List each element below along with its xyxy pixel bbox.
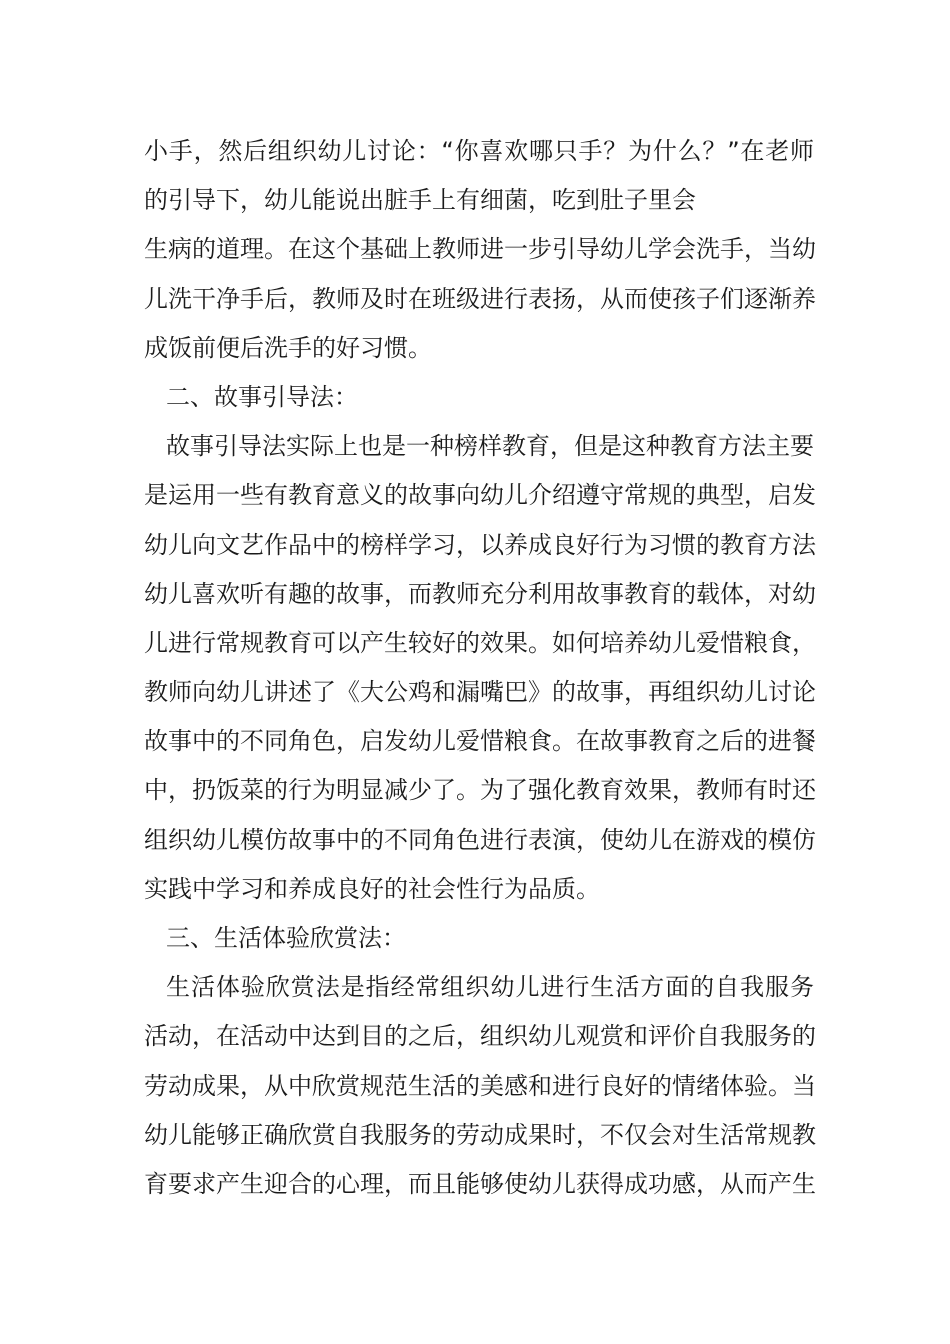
text-line-12: 教师向幼儿讲述了《大公鸡和漏嘴巴》的故事，再组织幼儿讨论 bbox=[144, 678, 816, 707]
text-line-1: 小手，然后组织幼儿讨论：“你喜欢哪只手？为什么？”在老师 bbox=[144, 137, 814, 165]
text-line-20: 劳动成果，从中欣赏规范生活的美感和进行良好的情绪体验。当 bbox=[144, 1071, 816, 1100]
text-line-8: 是运用一些有教育意义的故事向幼儿介绍遵守常规的典型，启发 bbox=[144, 481, 816, 510]
section-heading-3: 三、生活体验欣赏法： bbox=[166, 924, 406, 952]
section-heading-2: 二、故事引导法： bbox=[166, 382, 358, 411]
text-line-10: 幼儿喜欢听有趣的故事，而教师充分利用故事教育的载体，对幼 bbox=[144, 579, 816, 608]
text-line-11: 儿进行常规教育可以产生较好的效果。如何培养幼儿爱惜粮食， bbox=[144, 628, 816, 657]
text-line-15: 组织幼儿模仿故事中的不同角色进行表演，使幼儿在游戏的模仿 bbox=[144, 825, 816, 854]
text-line-3: 生病的道理。在这个基础上教师进一步引导幼儿学会洗手，当幼 bbox=[144, 235, 816, 264]
text-line-14: 中，扔饭菜的行为明显减少了。为了强化教育效果，教师有时还 bbox=[144, 776, 816, 805]
text-line-21: 幼儿能够正确欣赏自我服务的劳动成果时，不仅会对生活常规教 bbox=[144, 1120, 816, 1149]
text-line-13: 故事中的不同角色，启发幼儿爱惜粮食。在故事教育之后的进餐 bbox=[144, 727, 816, 756]
text-line-2: 的引导下，幼儿能说出脏手上有细菌，吃到肚子里会 bbox=[144, 186, 696, 215]
text-line-4: 儿洗干净手后，教师及时在班级进行表扬，从而使孩子们逐渐养 bbox=[144, 284, 816, 313]
text-line-7: 故事引导法实际上也是一种榜样教育，但是这种教育方法主要 bbox=[166, 432, 814, 461]
text-line-18: 生活体验欣赏法是指经常组织幼儿进行生活方面的自我服务 bbox=[166, 973, 814, 1002]
document-body bbox=[144, 131, 814, 1213]
text-line-16: 实践中学习和养成良好的社会性行为品质。 bbox=[144, 874, 600, 903]
text-line-22: 育要求产生迎合的心理，而且能够使幼儿获得成功感，从而产生 bbox=[144, 1169, 816, 1198]
text-line-19: 活动，在活动中达到目的之后，组织幼儿观赏和评价自我服务的 bbox=[144, 1022, 816, 1051]
text-line-5: 成饭前便后洗手的好习惯。 bbox=[144, 333, 432, 362]
text-line-9: 幼儿向文艺作品中的榜样学习，以养成良好行为习惯的教育方法 bbox=[144, 530, 816, 559]
